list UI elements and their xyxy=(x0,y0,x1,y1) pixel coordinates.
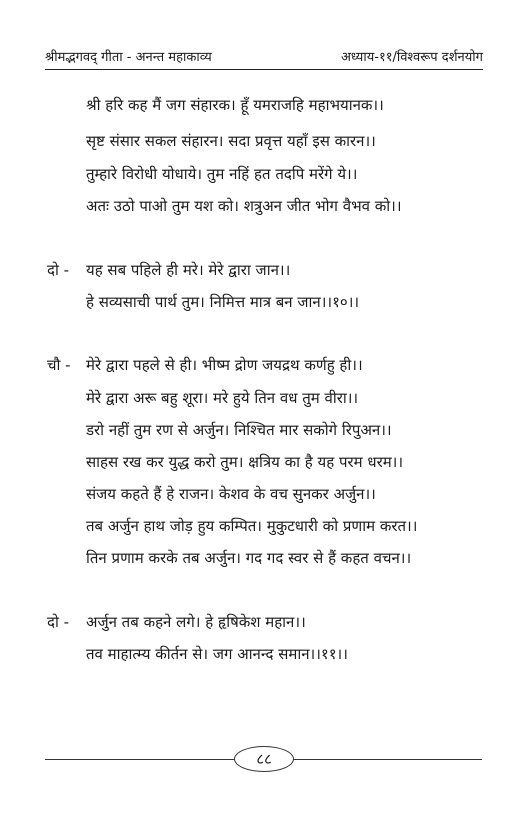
footer-rule-right xyxy=(292,759,482,760)
verse-line: तुम्हारे विरोधी योधाये। तुम नहिं हत तदपि मरेंगे ये।। xyxy=(86,165,358,183)
page-header xyxy=(45,47,483,73)
verse-line: अतः उठो पाओ तुम यश को। शत्रुअन जीत भोग वैभव को।। xyxy=(86,197,402,215)
verse-line: अर्जुन तब कहने लगे। हे हृषिकेश महान।। xyxy=(86,613,306,631)
verse-line: संजय कहते हैं हे राजन। केशव के वच सुनकर अर्जुन।। xyxy=(86,485,376,503)
verse-line: सृष्ट संसार सकल संहारन। सदा प्रवृत्त यहाँ इस कारन।। xyxy=(86,132,376,150)
verse-line: मेरे द्वारा पहले से ही। भीष्म द्रोण जयद्रथ कर्णहु ही।। xyxy=(86,356,363,374)
verse-line: तब अर्जुन हाथ जोड़ हुय कम्पित। मुकुटधारी को प्रणाम करत।। xyxy=(86,517,418,535)
chapter-title: अध्याय-११/विश्वरूप दर्शनयोग xyxy=(340,50,483,65)
verse-line: श्री हरि कह मैं जग संहारक। हूँ यमराजहि महाभयानक।। xyxy=(86,96,384,114)
verse-line: तिन प्रणाम करके तब अर्जुन। गद गद स्वर से हैं कहत वचन।। xyxy=(86,549,412,567)
verse-type-label: दो - xyxy=(47,261,70,279)
verse-line: हे सव्यसाची पार्थ तुम। निमित्त मात्र बन जान।।१०।। xyxy=(86,293,360,311)
book-title: श्रीमद्भगवद् गीता - अनन्त महाकाव्य xyxy=(45,50,212,65)
verse-line: डरो नहीं तुम रण से अर्जुन। निश्चित मार सकोगे रिपुअन।। xyxy=(86,421,392,439)
footer-rule-left xyxy=(45,759,234,760)
verse-line: यह सब पहिले ही मरे। मेरे द्वारा जान।। xyxy=(86,261,291,279)
verse-type-label: दो - xyxy=(47,613,70,631)
header-rule xyxy=(45,69,483,70)
verse-line: तव माहात्म्य कीर्तन से। जग आनन्द समान।।११।। xyxy=(86,645,348,663)
verse-type-label: चौ - xyxy=(47,356,71,374)
page-number: ८८ xyxy=(234,746,294,772)
verse-line: साहस रख कर युद्ध करो तुम। क्षत्रिय का है यह परम धरम।। xyxy=(86,453,404,471)
verse-line: मेरे द्वारा अरू बहु शूरा। मरे हुये तिन वध तुम वीरा।। xyxy=(86,389,359,407)
